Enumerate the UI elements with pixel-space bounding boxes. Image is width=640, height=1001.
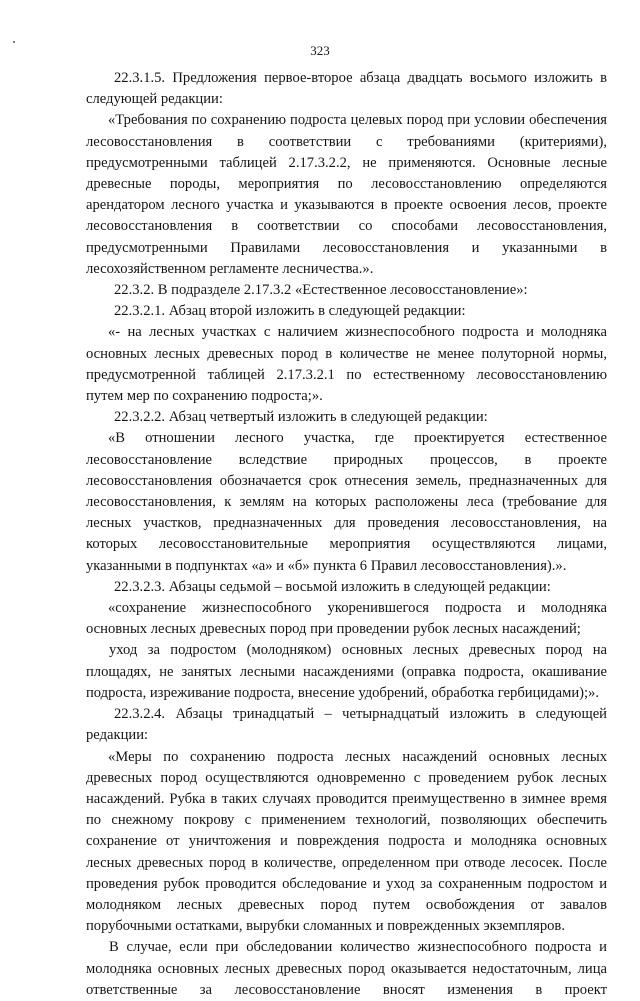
paragraph: 22.3.2.3. Абзацы седьмой – восьмой изложить в следующей редакции: xyxy=(114,578,551,595)
paragraph: 22.3.2.1. Абзац второй изложить в следующей редакции: xyxy=(114,303,466,320)
paragraph: «В отношении лесного участка, где проектируется естественное лесовосстановление вследствие природных процессов, в проекте лесовосстановления обозначается срок отнесения земель, предназначенных для лесовосстановления, к землям на которых расположены леса (требование для лесных участков, предназначенных для проведения лесовосстановления, на которых лесовосстановительные мероприятия осуществляются лицами, указанными в подпунктах «а» и «б» пункта 6 Правил лесовосстановления).». xyxy=(86,430,607,574)
paragraph: «Меры по сохранению подроста лесных насаждений основных лесных древесных пород осуществляются одновременно с проведением рубок лесных насаждений. Рубка в таких случаях проводится преимущественно в зимнее время по снежному покрову с применением технологий, позволяющих обеспечить сохранение от уничтожения и повреждения подроста и молодняка основных лесных древесных пород в количестве, определенном при отводе лесосек. После проведения рубок проводится обследование и уход за сохраненным подростом и молодняком лесных древесных пород путем освобождения от завалов порубочными остатками, вырубки сломанных и поврежденных экземпляров. xyxy=(86,748,607,935)
paragraph: 22.3.2.4. Абзацы тринадцатый – четырнадцатый изложить в следующей редакции: xyxy=(86,706,607,744)
paragraph: В случае, если при обследовании количество жизнеспособного подроста и молодняка основных лесных древесных пород оказывается недостаточным, лица ответственные за лесовосстановление вносят изменения в проект xyxy=(86,939,607,998)
page-number: 323 xyxy=(310,43,330,58)
paragraph: «- на лесных участках с наличием жизнеспособного подроста и молодняка основных лесных древесных пород в количестве не менее полуторной нормы, предусмотренной таблицей 2.17.3.2.1 по естественному лесовосстановлению путем мер по сохранению подроста;». xyxy=(86,324,607,405)
paragraph: 22.3.1.5. Предложения первое-второе абзаца двадцать восьмого изложить в следующей редакции: xyxy=(86,70,607,108)
paragraph: 22.3.2. В подразделе 2.17.3.2 «Естественное лесовосстановление»: xyxy=(114,282,528,299)
paragraph: 22.3.2.2. Абзац четвертый изложить в следующей редакции: xyxy=(114,409,488,426)
paragraph: «Требования по сохранению подроста целевых пород при условии обеспечения лесовосстановления в соответствии с требованиями (критериями), предусмотренными таблицей 2.17.3.2.2, не применяются. Основные лесные древесные породы, мероприятия по лесовосстановлению определяются арендатором лесного участка и указываются в проекте освоения лесов, проекте лесовосстановления в соответствии со способами лесовосстановления, предусмотренными Правилами лесовосстановления и указанными в лесохозяйственном регламенте лесничества.». xyxy=(86,112,607,277)
paragraph: уход за подростом (молодняком) основных лесных древесных пород на площадях, не занятых лесными насаждениями (оправка подроста, окашивание подроста, изреживание подроста, внесение удобрений, обработка гербицидами);». xyxy=(86,642,607,701)
paragraph: «сохранение жизнеспособного укоренившегося подроста и молодняка основных лесных древесных пород при проведении рубок лесных насаждений; xyxy=(86,600,607,638)
document-body xyxy=(86,68,607,1001)
